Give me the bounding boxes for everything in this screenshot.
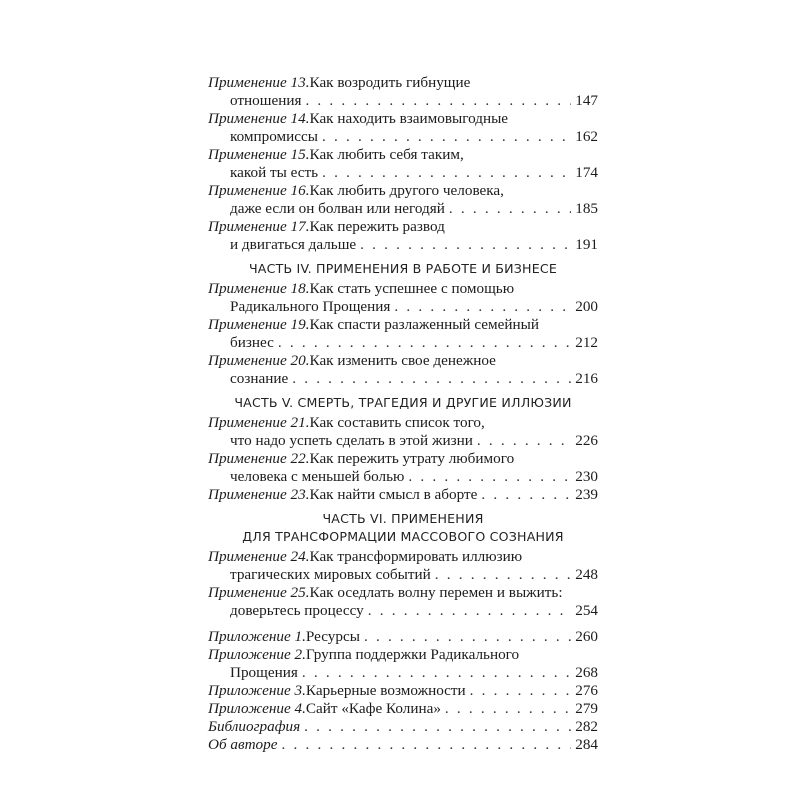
page-number: 162 xyxy=(575,128,598,145)
entry-title-cont: человека с меньшей болью xyxy=(230,468,405,485)
toc-appendix-3 xyxy=(208,682,598,700)
entry-title: Как спасти разлаженный семейный xyxy=(309,316,539,333)
page-number: 212 xyxy=(575,334,598,351)
page-number: 230 xyxy=(575,468,598,485)
page-number: 216 xyxy=(575,370,598,387)
dot-leader xyxy=(282,736,572,754)
entry-title: Как оседлать волну перемен и выжить: xyxy=(309,584,563,601)
entry-label: Применение 24. xyxy=(208,548,310,565)
entry-label: Применение 17. xyxy=(208,218,310,235)
page-number: 191 xyxy=(575,236,598,253)
dot-leader xyxy=(408,468,571,486)
dot-leader xyxy=(477,432,571,450)
entry-title-cont: какой ты есть xyxy=(230,164,319,181)
page-number: 147 xyxy=(575,92,598,109)
entry-title-cont: бизнес xyxy=(230,334,274,351)
toc-appendix-4 xyxy=(208,700,598,718)
page-number: 268 xyxy=(575,664,598,681)
entry-label: Применение 20. xyxy=(208,352,310,369)
entry-title: Как пережить утрату любимого xyxy=(309,450,515,467)
dot-leader xyxy=(278,334,571,352)
part-5-heading: ЧАСТЬ V. СМЕРТЬ, ТРАГЕДИЯ И ДРУГИЕ ИЛЛЮЗИИ xyxy=(234,395,572,410)
entry-label: Приложение 2. xyxy=(208,646,306,663)
page-number: 185 xyxy=(575,200,598,217)
entry-title: Как стать успешнее с помощью xyxy=(309,280,515,297)
dot-leader xyxy=(364,628,571,646)
dot-leader xyxy=(304,718,571,736)
page-number: 276 xyxy=(575,682,598,699)
dot-leader xyxy=(449,200,571,218)
entry-title-cont: доверьтесь процессу xyxy=(230,602,364,619)
page-number: 239 xyxy=(575,486,598,503)
entry-label: Применение 21. xyxy=(208,414,310,431)
part-6-heading-line2: ДЛЯ ТРАНСФОРМАЦИИ МАССОВОГО СОЗНАНИЯ xyxy=(242,529,564,544)
entry-title-cont: даже если он болван или негодяй xyxy=(230,200,445,217)
dot-leader xyxy=(322,128,571,146)
toc-entry-22 xyxy=(208,450,598,486)
page-number: 200 xyxy=(575,298,598,315)
toc-entry-23 xyxy=(208,486,598,504)
toc-entry-14 xyxy=(208,110,598,146)
dot-leader xyxy=(368,602,571,620)
entry-title-cont: Радикального Прощения xyxy=(230,298,391,315)
entry-title-cont: сознание xyxy=(230,370,289,387)
page-number: 260 xyxy=(575,628,598,645)
entry-label: Применение 15. xyxy=(208,146,310,163)
entry-title: Ресурсы xyxy=(305,628,360,645)
page-number: 254 xyxy=(575,602,598,619)
entry-label: Библиография xyxy=(208,718,301,735)
entry-title: Как трансформировать иллюзию xyxy=(309,548,523,565)
toc-entry-18 xyxy=(208,280,598,316)
entry-label: Применение 25. xyxy=(208,584,310,601)
part-4-heading: ЧАСТЬ IV. ПРИМЕНЕНИЯ В РАБОТЕ И БИЗНЕСЕ xyxy=(248,261,558,276)
entry-title-cont: трагических мировых событий xyxy=(230,566,431,583)
page-number: 279 xyxy=(575,700,598,717)
toc-bibliography xyxy=(208,718,598,736)
toc-entry-19 xyxy=(208,316,598,352)
page-number: 284 xyxy=(575,736,598,753)
entry-title: Группа поддержки Радикального xyxy=(305,646,520,663)
dot-leader xyxy=(470,682,572,700)
toc-entry-17 xyxy=(208,218,598,254)
dot-leader xyxy=(435,566,571,584)
toc-entry-24 xyxy=(208,548,598,584)
entry-label: Применение 23. xyxy=(208,486,310,503)
entry-title: Как любить себя таким, xyxy=(309,146,464,163)
toc-entry-16 xyxy=(208,182,598,218)
toc-appendix-2 xyxy=(208,646,598,682)
toc-entry-15 xyxy=(208,146,598,182)
page-number: 174 xyxy=(575,164,598,181)
entry-title: Как составить список того, xyxy=(309,414,485,431)
entry-title: Как изменить свое денежное xyxy=(309,352,496,369)
entry-label: Применение 13. xyxy=(208,74,310,91)
entry-label: Приложение 4. xyxy=(208,700,306,717)
toc-about-author xyxy=(208,736,598,754)
part-6-heading-line1: ЧАСТЬ VI. ПРИМЕНЕНИЯ xyxy=(322,511,484,526)
entry-title: Как найти смысл в аборте xyxy=(309,486,478,503)
entry-title-cont: компромиссы xyxy=(230,128,318,145)
page-number: 282 xyxy=(575,718,598,735)
page-number: 248 xyxy=(575,566,598,583)
page-number: 226 xyxy=(575,432,598,449)
toc-entry-13 xyxy=(208,74,598,110)
entry-title: Сайт «Кафе Колина» xyxy=(305,700,441,717)
dot-leader xyxy=(322,164,571,182)
dot-leader xyxy=(302,664,571,682)
dot-leader xyxy=(481,486,571,504)
entry-label: Приложение 1. xyxy=(208,628,306,645)
spacer xyxy=(208,620,598,628)
entry-title-cont: отношения xyxy=(230,92,302,109)
table-of-contents xyxy=(208,74,598,754)
entry-label: Применение 14. xyxy=(208,110,310,127)
entry-title: Как находить взаимовыгодные xyxy=(309,110,509,127)
entry-label: Об авторе xyxy=(208,736,278,753)
dot-leader xyxy=(305,92,571,110)
toc-appendix-1 xyxy=(208,628,598,646)
entry-label: Применение 18. xyxy=(208,280,310,297)
part-6-heading xyxy=(208,510,598,546)
toc-entry-21 xyxy=(208,414,598,450)
entry-title: Как пережить развод xyxy=(309,218,445,235)
entry-label: Применение 19. xyxy=(208,316,310,333)
entry-label: Приложение 3. xyxy=(208,682,306,699)
entry-title: Как возродить гибнущие xyxy=(309,74,471,91)
dot-leader xyxy=(292,370,571,388)
toc-entry-25 xyxy=(208,584,598,620)
entry-label: Применение 16. xyxy=(208,182,310,199)
entry-title: Как любить другого человека, xyxy=(309,182,504,199)
entry-title-cont: что надо успеть сделать в этой жизни xyxy=(230,432,473,449)
dot-leader xyxy=(360,236,571,254)
toc-entry-20 xyxy=(208,352,598,388)
entry-title: Карьерные возможности xyxy=(305,682,466,699)
entry-title-cont: и двигаться дальше xyxy=(230,236,357,253)
entry-label: Применение 22. xyxy=(208,450,310,467)
dot-leader xyxy=(445,700,571,718)
dot-leader xyxy=(394,298,571,316)
entry-title-cont: Прощения xyxy=(230,664,298,681)
